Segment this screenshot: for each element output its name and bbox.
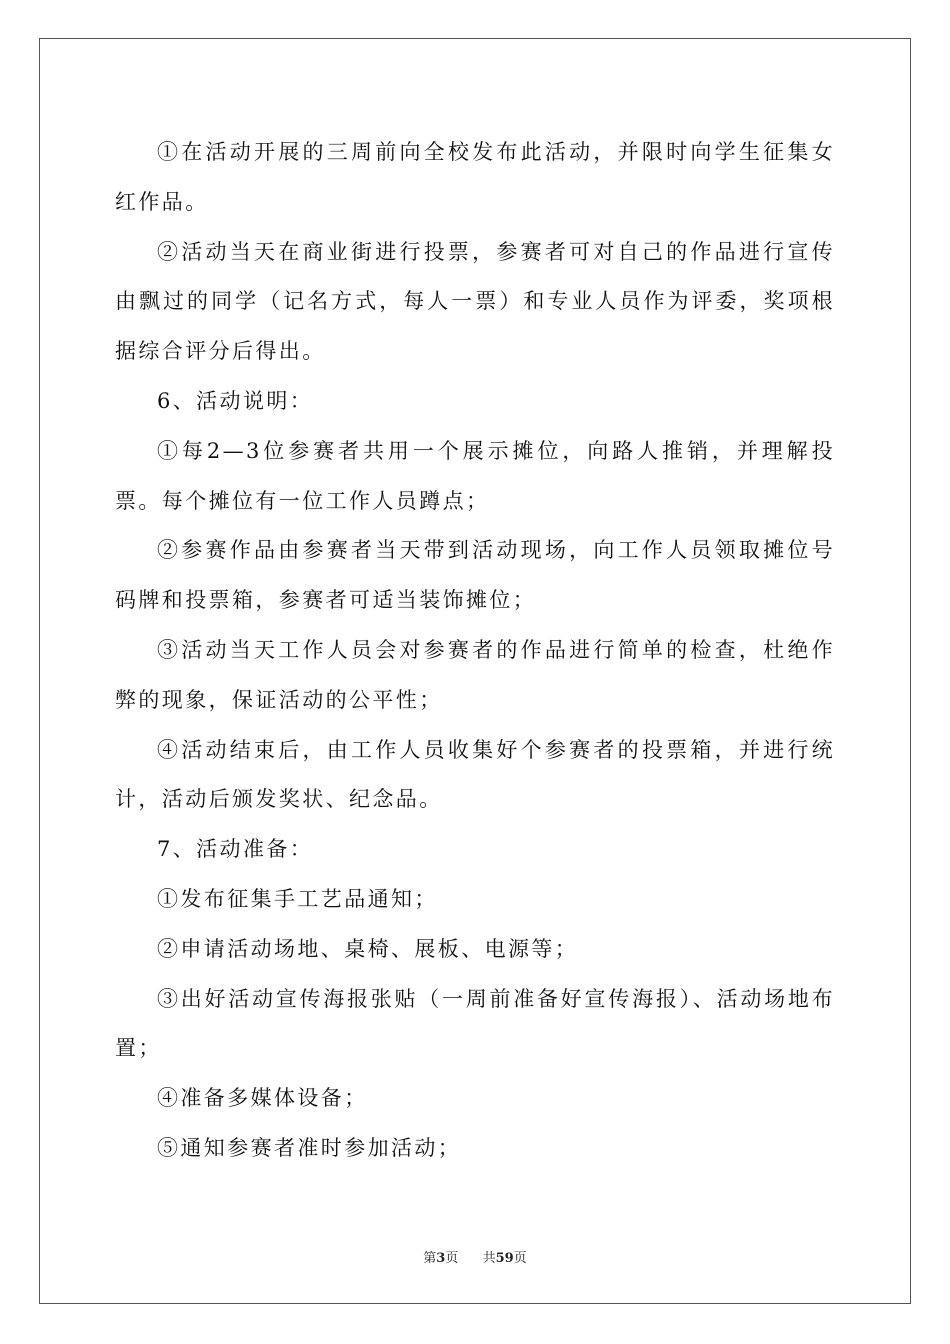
paragraph: ④准备多媒体设备；	[157, 1086, 368, 1111]
page-number: 3	[436, 1251, 446, 1266]
page-footer	[0, 1247, 950, 1266]
paragraph: ②参赛作品由参赛者当天带到活动现场，向工作人员领取摊位号码牌和投票箱，参赛者可适当装饰摊位；	[115, 538, 835, 613]
section-heading: 6、活动说明：	[157, 388, 314, 413]
paragraph: ③活动当天工作人员会对参赛者的作品进行简单的检查，杜绝作弊的现象，保证活动的公平性；	[115, 637, 835, 712]
section-heading: 7、活动准备：	[157, 837, 314, 862]
paragraph: ⑤通知参赛者准时参加活动；	[157, 1135, 462, 1160]
total-pages: 59	[495, 1251, 514, 1266]
paragraph: ②活动当天在商业街进行投票，参赛者可对自己的作品进行宣传由飘过的同学（记名方式，每人一票）和专业人员作为评委，奖项根据综合评分后得出。	[115, 239, 835, 364]
paragraph: ③出好活动宣传海报张贴（一周前准备好宣传海报）、活动场地布置；	[115, 986, 835, 1061]
paragraph: ①在活动开展的三周前向全校发布此活动，并限时向学生征集女红作品。	[115, 140, 835, 214]
paragraph: ②申请活动场地、桌椅、展板、电源等；	[157, 936, 579, 961]
paragraph: ①发布征集手工艺品通知；	[157, 886, 438, 911]
total-pages-indicator: 共59页	[482, 1251, 527, 1266]
page-indicator: 第3页	[423, 1251, 459, 1266]
paragraph: ①每2—3位参赛者共用一个展示摊位，向路人推销，并理解投票。每个摊位有一位工作人员蹲点；	[115, 438, 835, 513]
document-body	[115, 128, 835, 1174]
paragraph: ④活动结束后，由工作人员收集好个参赛者的投票箱，并进行统计，活动后颁发奖状、纪念品。	[115, 737, 835, 812]
